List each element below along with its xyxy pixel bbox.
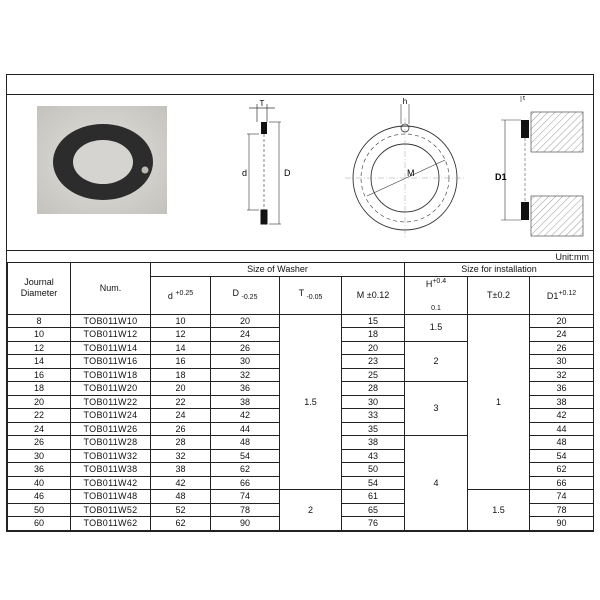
cell-D: 62 bbox=[211, 463, 280, 477]
dim-h-label: h bbox=[402, 98, 408, 106]
cell-d: 28 bbox=[151, 436, 211, 450]
dim-D1-label: D1 bbox=[495, 172, 507, 182]
cell-part-number: TOB011W14 bbox=[71, 341, 151, 355]
cell-journal-diameter: 60 bbox=[8, 517, 71, 531]
cell-M: 18 bbox=[342, 328, 405, 342]
cell-part-number: TOB011W20 bbox=[71, 382, 151, 396]
cell-D: 42 bbox=[211, 409, 280, 423]
cell-M: 25 bbox=[342, 368, 405, 382]
cell-M: 50 bbox=[342, 463, 405, 477]
installation-diagram bbox=[493, 96, 589, 246]
cell-H: 3 bbox=[405, 382, 468, 436]
cell-D1: 48 bbox=[530, 436, 594, 450]
unit-label: Unit:mm bbox=[555, 252, 589, 262]
cell-journal-diameter: 20 bbox=[8, 395, 71, 409]
cell-H: 4 bbox=[405, 436, 468, 531]
cell-M: 35 bbox=[342, 422, 405, 436]
cell-D1: 20 bbox=[530, 314, 594, 328]
cell-d: 42 bbox=[151, 476, 211, 490]
cell-D1: 74 bbox=[530, 490, 594, 504]
cell-journal-diameter: 50 bbox=[8, 503, 71, 517]
cell-M: 20 bbox=[342, 341, 405, 355]
cell-D: 38 bbox=[211, 395, 280, 409]
cell-part-number: TOB011W16 bbox=[71, 355, 151, 369]
cell-D1: 78 bbox=[530, 503, 594, 517]
cell-part-number: TOB011W28 bbox=[71, 436, 151, 450]
cell-M: 54 bbox=[342, 476, 405, 490]
group-size-of-washer: Size of Washer bbox=[151, 263, 405, 277]
table-row bbox=[8, 490, 594, 504]
col-H: $H^{+0.4}$ $_{0.1}$ bbox=[405, 277, 468, 315]
cell-journal-diameter: 40 bbox=[8, 476, 71, 490]
cell-d: 14 bbox=[151, 341, 211, 355]
cell-part-number: TOB011W52 bbox=[71, 503, 151, 517]
cell-d: 20 bbox=[151, 382, 211, 396]
cell-D1: 38 bbox=[530, 395, 594, 409]
cell-part-number: TOB011W42 bbox=[71, 476, 151, 490]
cell-H: 2 bbox=[405, 341, 468, 382]
cell-d: 48 bbox=[151, 490, 211, 504]
cell-H: 1.5 bbox=[405, 314, 468, 341]
cell-M: 30 bbox=[342, 395, 405, 409]
cell-D: 66 bbox=[211, 476, 280, 490]
cell-journal-diameter: 8 bbox=[8, 314, 71, 328]
cell-D1: 32 bbox=[530, 368, 594, 382]
col-d: d $^{+0.25}$ bbox=[151, 277, 211, 315]
cell-D1: 36 bbox=[530, 382, 594, 396]
cell-D: 44 bbox=[211, 422, 280, 436]
cell-journal-diameter: 14 bbox=[8, 355, 71, 369]
washer-photo-image bbox=[37, 106, 167, 214]
dim-D-label: D bbox=[284, 168, 291, 178]
cell-journal-diameter: 36 bbox=[8, 463, 71, 477]
cell-d: 62 bbox=[151, 517, 211, 531]
side-section-diagram bbox=[229, 100, 299, 250]
table-row bbox=[8, 314, 594, 328]
cell-M: 33 bbox=[342, 409, 405, 423]
dim-T-label: T bbox=[259, 100, 265, 108]
cell-journal-diameter: 10 bbox=[8, 328, 71, 342]
spec-sheet-frame bbox=[6, 74, 594, 532]
cell-part-number: TOB011W12 bbox=[71, 328, 151, 342]
cell-D: 20 bbox=[211, 314, 280, 328]
cell-part-number: TOB011W26 bbox=[71, 422, 151, 436]
cell-journal-diameter: 30 bbox=[8, 449, 71, 463]
cell-D: 54 bbox=[211, 449, 280, 463]
cell-T2: 1 bbox=[468, 314, 530, 490]
cell-M: 15 bbox=[342, 314, 405, 328]
cell-D: 26 bbox=[211, 341, 280, 355]
cell-d: 16 bbox=[151, 355, 211, 369]
cell-D: 90 bbox=[211, 517, 280, 531]
group-size-for-installation: Size for installation bbox=[405, 263, 594, 277]
cell-part-number: TOB011W10 bbox=[71, 314, 151, 328]
cell-journal-diameter: 26 bbox=[8, 436, 71, 450]
cell-journal-diameter: 16 bbox=[8, 368, 71, 382]
cell-D1: 90 bbox=[530, 517, 594, 531]
col-M: M ±0.12 bbox=[342, 277, 405, 315]
cell-d: 18 bbox=[151, 368, 211, 382]
cell-D1: 24 bbox=[530, 328, 594, 342]
cell-d: 38 bbox=[151, 463, 211, 477]
cell-d: 24 bbox=[151, 409, 211, 423]
cell-d: 32 bbox=[151, 449, 211, 463]
cell-journal-diameter: 24 bbox=[8, 422, 71, 436]
cell-d: 22 bbox=[151, 395, 211, 409]
cell-part-number: TOB011W22 bbox=[71, 395, 151, 409]
cell-T: 1.5 bbox=[280, 314, 342, 490]
cell-D1: 54 bbox=[530, 449, 594, 463]
cell-part-number: TOB011W38 bbox=[71, 463, 151, 477]
cell-d: 12 bbox=[151, 328, 211, 342]
col-num: Num. bbox=[71, 263, 151, 315]
cell-D: 78 bbox=[211, 503, 280, 517]
dim-M-label: M bbox=[407, 168, 415, 178]
cell-journal-diameter: 22 bbox=[8, 409, 71, 423]
cell-D: 48 bbox=[211, 436, 280, 450]
col-D1: $D1^{+0.12}$ bbox=[530, 277, 594, 315]
cell-journal-diameter: 18 bbox=[8, 382, 71, 396]
cell-part-number: TOB011W18 bbox=[71, 368, 151, 382]
cell-M: 65 bbox=[342, 503, 405, 517]
cell-D: 36 bbox=[211, 382, 280, 396]
cell-M: 43 bbox=[342, 449, 405, 463]
cell-D: 24 bbox=[211, 328, 280, 342]
cell-M: 38 bbox=[342, 436, 405, 450]
cell-M: 61 bbox=[342, 490, 405, 504]
cell-journal-diameter: 12 bbox=[8, 341, 71, 355]
front-view-diagram bbox=[341, 98, 471, 248]
cell-M: 28 bbox=[342, 382, 405, 396]
title-bar bbox=[7, 75, 593, 95]
col-D: D $_{-0.25}$ bbox=[211, 277, 280, 315]
cell-D1: 62 bbox=[530, 463, 594, 477]
cell-part-number: TOB011W62 bbox=[71, 517, 151, 531]
cell-D1: 42 bbox=[530, 409, 594, 423]
cell-d: 26 bbox=[151, 422, 211, 436]
cell-D: 30 bbox=[211, 355, 280, 369]
cell-D1: 66 bbox=[530, 476, 594, 490]
figure-strip bbox=[7, 94, 593, 250]
cell-D1: 30 bbox=[530, 355, 594, 369]
cell-D: 32 bbox=[211, 368, 280, 382]
cell-d: 10 bbox=[151, 314, 211, 328]
cell-journal-diameter: 46 bbox=[8, 490, 71, 504]
col-T: T $_{-0.05}$ bbox=[280, 277, 342, 315]
cell-T: 2 bbox=[280, 490, 342, 531]
cell-d: 52 bbox=[151, 503, 211, 517]
cell-part-number: TOB011W24 bbox=[71, 409, 151, 423]
col-T2: T±0.2 bbox=[468, 277, 530, 315]
cell-M: 76 bbox=[342, 517, 405, 531]
dim-d-label: d bbox=[242, 168, 248, 178]
spec-table bbox=[7, 262, 594, 531]
cell-part-number: TOB011W32 bbox=[71, 449, 151, 463]
cell-D: 74 bbox=[211, 490, 280, 504]
washer-photo bbox=[37, 106, 167, 214]
cell-T2: 1.5 bbox=[468, 490, 530, 531]
cell-D1: 26 bbox=[530, 341, 594, 355]
dim-t-label: t bbox=[523, 96, 525, 102]
cell-part-number: TOB011W48 bbox=[71, 490, 151, 504]
cell-D1: 44 bbox=[530, 422, 594, 436]
cell-M: 23 bbox=[342, 355, 405, 369]
col-journal-diameter: Journal Diameter bbox=[8, 263, 71, 315]
